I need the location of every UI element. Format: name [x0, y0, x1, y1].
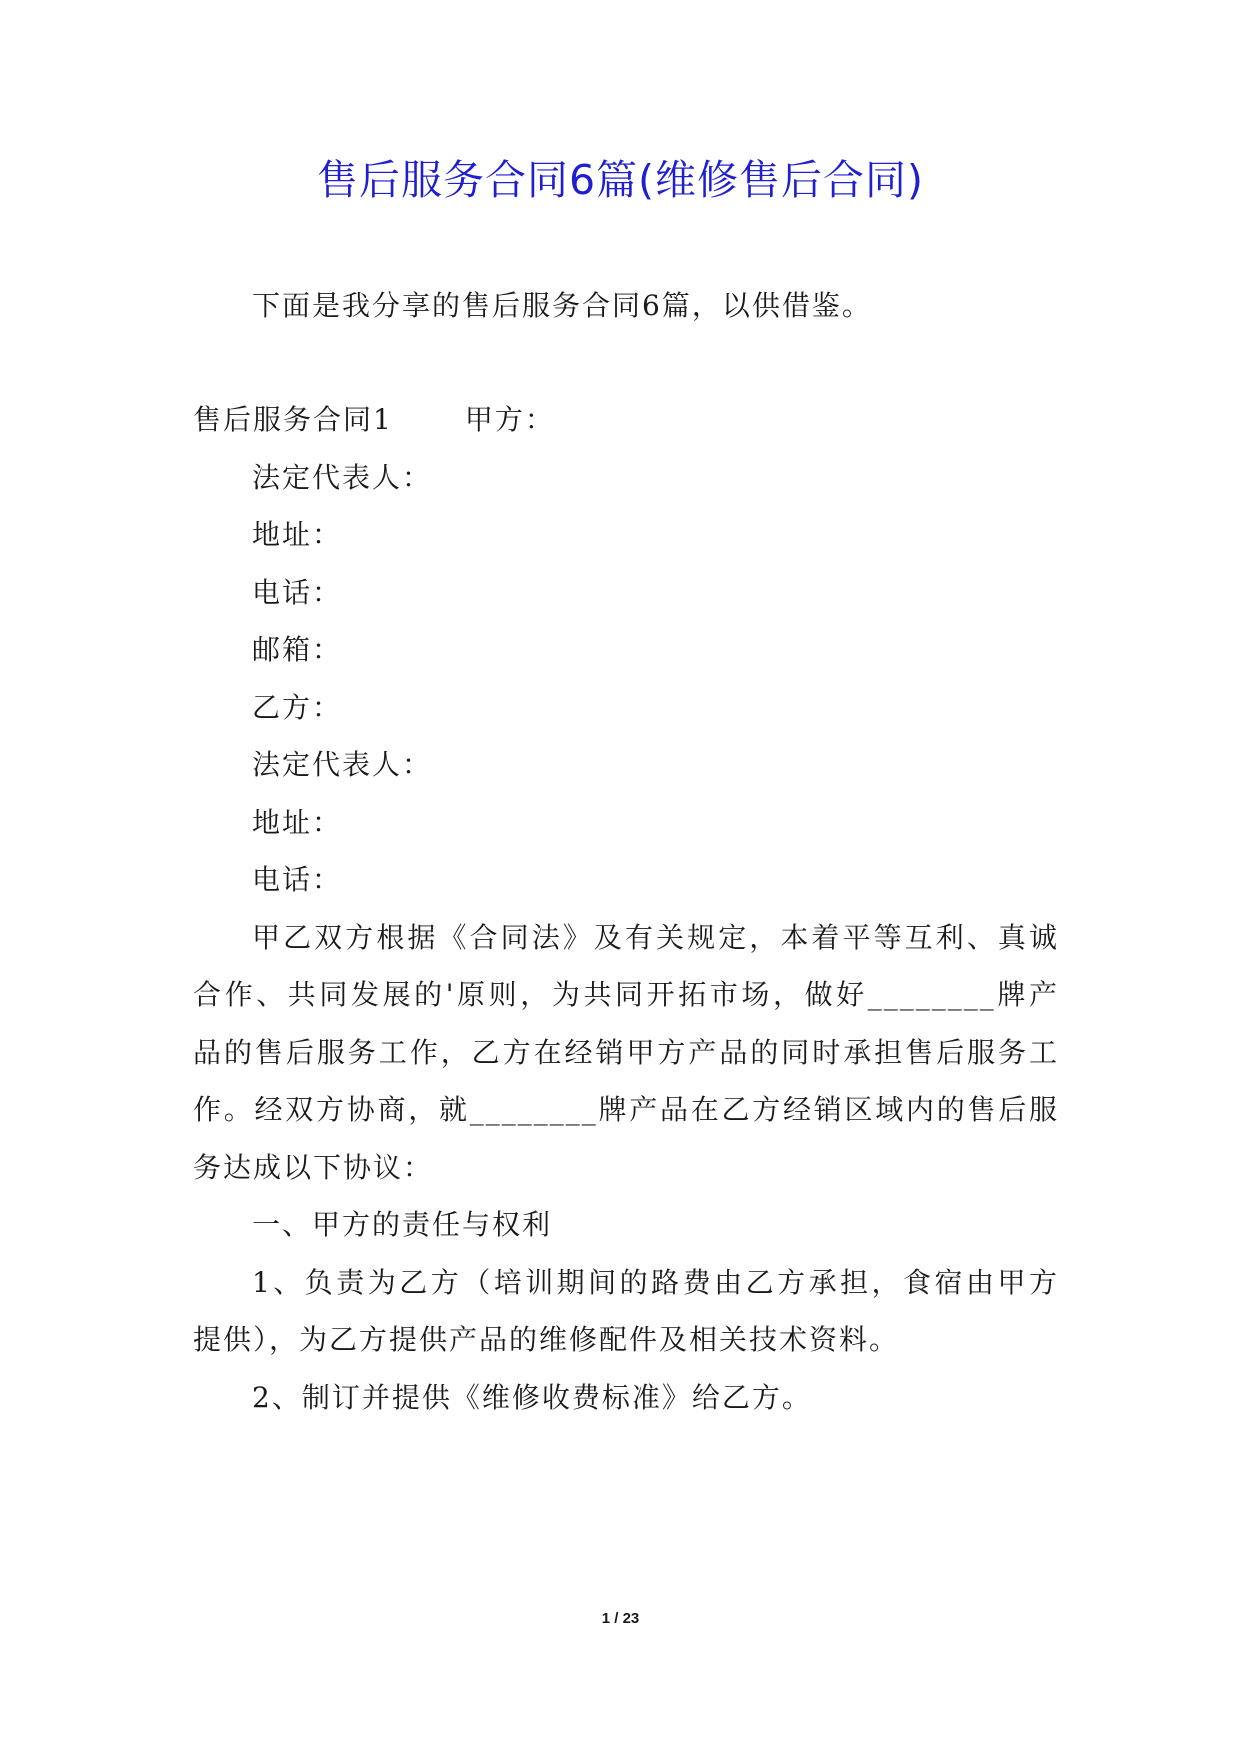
clause-line: 提供），为乙方提供产品的维修配件及相关技术资料。	[193, 1323, 900, 1356]
preamble-line: 合作、共同发展的'原则，为共同开拓市场，做好________牌产	[193, 978, 1059, 1011]
preamble-line: 品的售后服务工作，乙方在经销甲方产品的同时承担售后服务工	[193, 1036, 1059, 1069]
party-b-phone-field: 电话：	[252, 863, 343, 896]
preamble-line: 务达成以下协议：	[193, 1151, 434, 1184]
contract-heading-line	[193, 400, 555, 440]
party-b-address-field: 地址：	[252, 806, 343, 839]
preamble-line: 作。经双方协商，就________牌产品在乙方经销区域内的售后服	[193, 1093, 1059, 1126]
clause-line: 2、制订并提供《维修收费标准》给乙方。	[252, 1381, 812, 1414]
party-a-address-field: 地址：	[252, 518, 343, 551]
section-heading: 一、甲方的责任与权利	[252, 1208, 553, 1241]
party-b-representative-field: 法定代表人：	[252, 748, 433, 781]
contract-heading: 售后服务合同1	[193, 403, 393, 436]
document-title: 售后服务合同6篇(维修售后合同)	[316, 156, 925, 204]
party-a-email-field: 邮箱：	[252, 633, 343, 666]
clause-line: 1、负责为乙方（培训期间的路费由乙方承担，食宿由甲方	[252, 1266, 1059, 1299]
intro-paragraph: 下面是我分享的售后服务合同6篇，以供借鉴。	[252, 289, 872, 322]
preamble-line: 甲乙双方根据《合同法》及有关规定，本着平等互利、真诚	[252, 921, 1059, 954]
party-a-label: 甲方：	[464, 403, 555, 436]
page-number: 1 / 23	[601, 1610, 640, 1627]
party-b-label: 乙方：	[252, 691, 343, 724]
party-a-representative-field: 法定代表人：	[252, 461, 433, 494]
party-a-phone-field: 电话：	[252, 576, 343, 609]
